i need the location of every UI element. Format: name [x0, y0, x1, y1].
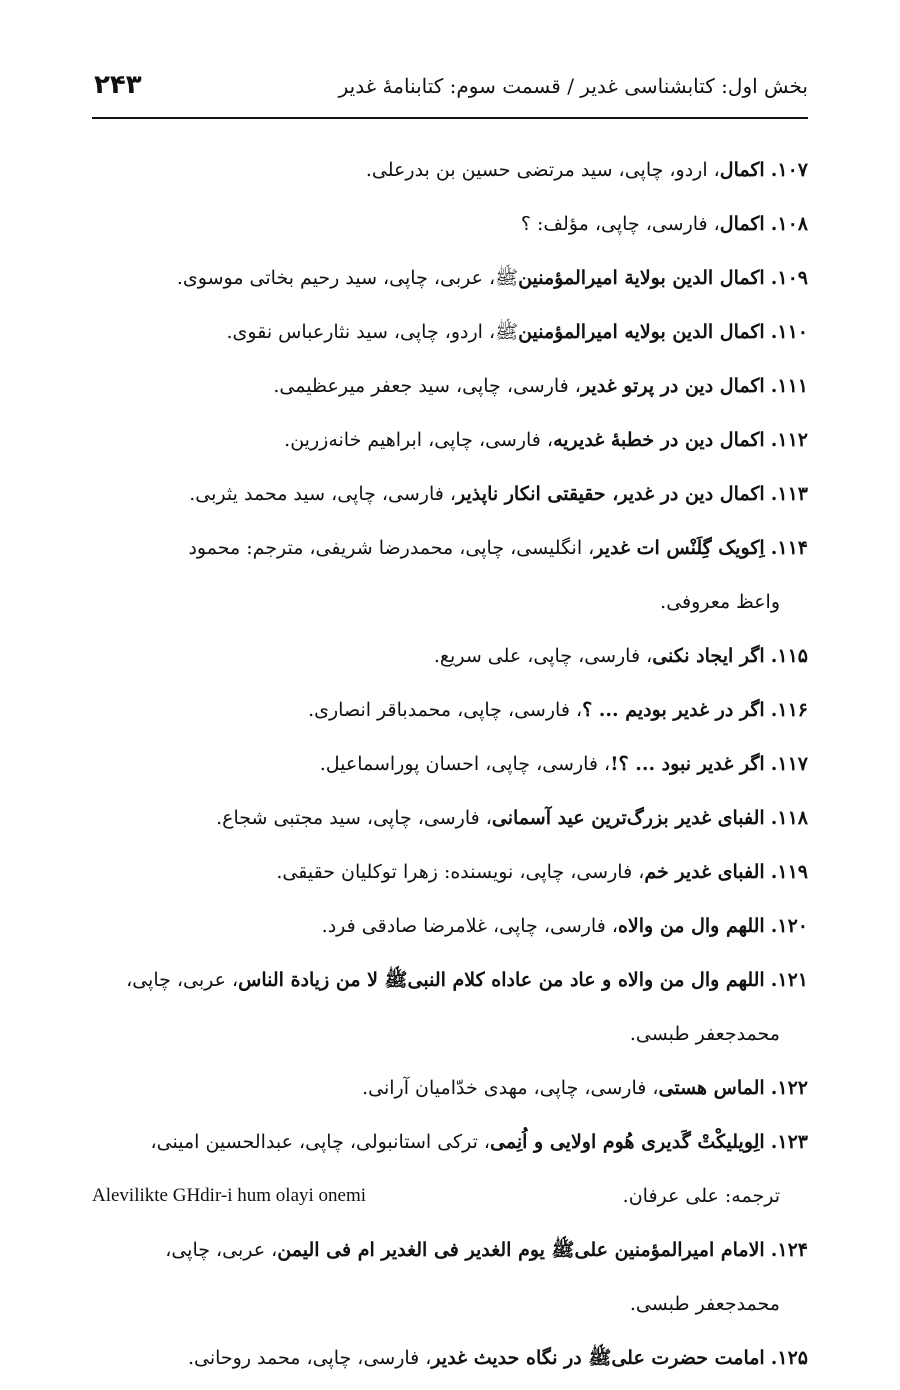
entry-details: ، فارسی، چاپی، مهدی خدّامیان آرانی.	[362, 1077, 659, 1099]
header-rule	[92, 117, 808, 119]
entry-number: ۱۱۲.	[770, 429, 808, 451]
bibliography-entry	[92, 305, 808, 359]
page-number: ۲۴۳	[94, 70, 142, 100]
entry-title: الماس هستی	[658, 1077, 765, 1099]
entry-title: امامت حضرت علیﷺ در نگاه حدیث غدیر	[431, 1347, 765, 1369]
entry-number: ۱۲۵.	[770, 1347, 808, 1369]
entry-details: ، فارسی، چاپی، سید جعفر میرعظیمی.	[273, 375, 581, 397]
entry-continuation	[92, 1169, 808, 1223]
entry-title: اکمال الدین بولایة امیرالمؤمنین	[518, 267, 765, 289]
entry-details: ، فارسی، چاپی، محمد روحانی.	[187, 1347, 432, 1369]
entry-title: الفبای غدیر خم	[644, 861, 765, 883]
running-header	[92, 70, 808, 116]
entry-details: ﷺ، اردو، چاپی، سید نثارعباس نقوی.	[226, 321, 519, 343]
entry-title: اکمال الدین بولایه امیرالمؤمنین	[518, 321, 765, 343]
bibliography-entry	[92, 791, 808, 845]
entry-details: ، فارسی، چاپی، سید مجتبی شجاع.	[216, 807, 492, 829]
entry-number: ۱۱۳.	[770, 483, 808, 505]
entry-number: ۱۲۰.	[770, 915, 808, 937]
bibliography-entry	[92, 1061, 808, 1115]
entry-number: ۱۰۸.	[770, 213, 808, 235]
entry-details: ، انگلیسی، چاپی، محمدرضا شریفی، مترجم: محمود	[188, 537, 595, 559]
bibliography-entry	[92, 629, 808, 683]
entry-continuation: محمدجعفر طبسی.	[629, 1293, 780, 1315]
entry-details: ، فارسی، چاپی، غلامرضا صادقی فرد.	[321, 915, 618, 937]
entry-details: ، فارسی، چاپی، محمدباقر انصاری.	[308, 699, 583, 721]
entry-details: ﷺ، عربی، چاپی، سید رحیم بخاتی موسوی.	[176, 267, 519, 289]
bibliography-list	[92, 143, 808, 1385]
bibliography-entry	[92, 521, 808, 575]
entry-details: ، فارسی، چاپی، نویسنده: زهرا توکلیان حقیقی.	[276, 861, 645, 883]
bibliography-entry	[92, 143, 808, 197]
entry-title: الفبای غدیر بزرگ‌ترین عید آسمانی	[491, 807, 765, 829]
bibliography-entry	[92, 737, 808, 791]
entry-number: ۱۲۲.	[770, 1077, 808, 1099]
entry-number: ۱۱۰.	[770, 321, 808, 343]
entry-number: ۱۰۷.	[770, 159, 808, 181]
bibliography-entry	[92, 251, 808, 305]
bibliography-entry	[92, 197, 808, 251]
header-title: بخش اول: کتابشناسی غدیر / قسمت سوم: کتابنامهٔ غدیر	[338, 74, 808, 98]
entry-title: اکمال	[719, 159, 765, 181]
entry-title: اللهم وال من والاه	[617, 915, 765, 937]
entry-title: اللهم وال من والاه و عاد من عاداه کلام النبیﷺ لا من زیادة الناس	[238, 969, 765, 991]
bibliography-entry	[92, 413, 808, 467]
entry-details: ، فارسی، چاپی، احسان پوراسماعیل.	[319, 753, 611, 775]
entry-title: اکمال دین در خطبهٔ غدیریه	[553, 429, 765, 451]
entry-number: ۱۱۱.	[770, 375, 808, 397]
bibliography-entry	[92, 845, 808, 899]
entry-number: ۱۲۳.	[770, 1131, 808, 1153]
bibliography-entry	[92, 1331, 808, 1385]
entry-number: ۱۱۹.	[770, 861, 808, 883]
entry-continuation-text: ترجمه: علی عرفان.	[622, 1185, 780, 1207]
entry-number: ۱۱۸.	[770, 807, 808, 829]
latin-title: Alevilikte GHdir-i hum olayi onemi	[92, 1185, 367, 1206]
bibliography-entry	[92, 1223, 808, 1277]
entry-title: اگر در غدیر بودیم ... ؟	[582, 699, 765, 721]
entry-number: ۱۲۴.	[770, 1239, 808, 1261]
entry-details: ، عربی، چاپی،	[126, 969, 239, 991]
bibliography-entry	[92, 1115, 808, 1169]
entry-number: ۱۱۵.	[770, 645, 808, 667]
bibliography-entry	[92, 467, 808, 521]
entry-number: ۱۲۱.	[770, 969, 808, 991]
bibliography-entry	[92, 953, 808, 1007]
entry-details: ، فارسی، چاپی، علی سریع.	[433, 645, 653, 667]
entry-title: اکمال	[719, 213, 765, 235]
entry-details: ، فارسی، چاپی، ابراهیم خانه‌زرین.	[284, 429, 554, 451]
entry-details: ، فارسی، چاپی، مؤلف: ؟	[520, 213, 720, 235]
bibliography-entry	[92, 359, 808, 413]
entry-continuation: محمدجعفر طبسی.	[629, 1023, 780, 1045]
entry-number: ۱۱۷.	[770, 753, 808, 775]
bibliography-entry	[92, 899, 808, 953]
entry-number: ۱۱۶.	[770, 699, 808, 721]
entry-title: اگر ایجاد نکنی	[652, 645, 765, 667]
entry-title: اِکویک گِلَنْس ات غدیر	[594, 537, 765, 559]
entry-details: ، عربی، چاپی،	[165, 1239, 278, 1261]
entry-title: الِویلیکْتْ گَدیری هُوم اولایی و اُنِمی	[490, 1131, 765, 1153]
entry-number: ۱۱۴.	[770, 537, 808, 559]
entry-title: اکمال دین در پرتو غدیر	[580, 375, 765, 397]
entry-details: ، فارسی، چاپی، سید محمد یثربی.	[189, 483, 457, 505]
entry-continuation: واعظ معروفی.	[660, 591, 780, 613]
entry-details: ، ترکی استانبولی، چاپی، عبدالحسین امینی،	[150, 1131, 491, 1153]
entry-title: اکمال دین در غدیر، حقیقتی انکار ناپذیر	[456, 483, 765, 505]
entry-details: ، اردو، چاپی، سید مرتضی حسین بن بدرعلی.	[365, 159, 720, 181]
entry-title: الامام امیرالمؤمنین علیﷺ یوم الغدیر فی الغدیر ام فی الیمن	[277, 1239, 765, 1261]
entry-number: ۱۰۹.	[770, 267, 808, 289]
bibliography-entry	[92, 683, 808, 737]
entry-title: اگر غدیر نبود ... ؟!	[610, 753, 765, 775]
